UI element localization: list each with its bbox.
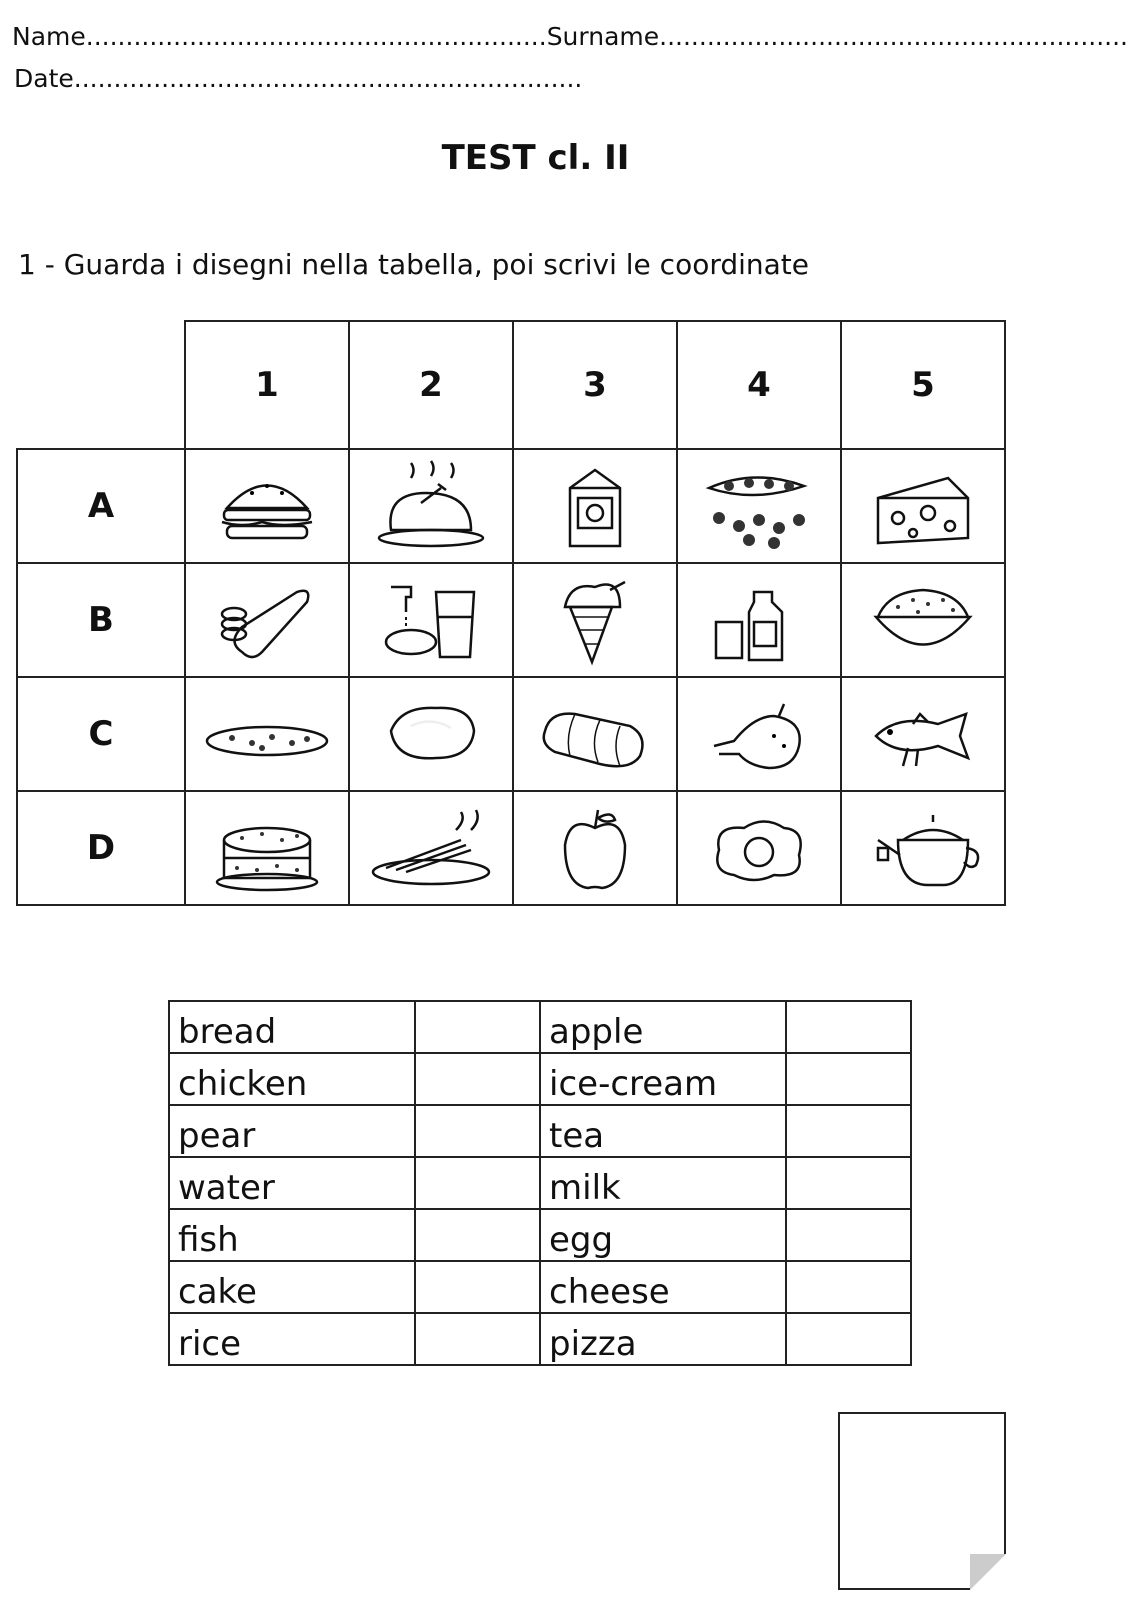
answer-cell-left[interactable]	[415, 1053, 540, 1105]
grid-cell-A5	[840, 448, 1006, 564]
grid-cell-C5	[840, 676, 1006, 792]
grid-cell-D5	[840, 790, 1006, 906]
grid-cell-A4	[676, 448, 842, 564]
row-header-A: A	[16, 448, 186, 564]
column-header-4: 4	[676, 320, 842, 450]
surname-blank[interactable]: ...........................................................	[659, 22, 1128, 51]
peas-icon	[694, 458, 824, 554]
word-row	[169, 1157, 911, 1209]
answer-cell-right[interactable]	[786, 1157, 912, 1209]
word-row	[169, 1053, 911, 1105]
row-header-D: D	[16, 790, 186, 906]
word-row	[169, 1105, 911, 1157]
juice-bottle-icon	[694, 572, 824, 668]
page-title: TEST cl. II	[441, 138, 630, 178]
word-left: water	[169, 1157, 415, 1209]
answer-cell-right[interactable]	[786, 1313, 912, 1365]
word-left: rice	[169, 1313, 415, 1365]
fish-icon	[858, 686, 988, 782]
column-header-2: 2	[348, 320, 514, 450]
date-blank[interactable]: ................................................................	[73, 64, 583, 93]
teapot-icon	[858, 800, 988, 896]
grid-cell-D2	[348, 790, 514, 906]
word-left: cake	[169, 1261, 415, 1313]
roast-chicken-icon	[366, 458, 496, 554]
column-header-5: 5	[840, 320, 1006, 450]
rice-bowl-icon	[858, 572, 988, 668]
grid-cell-B5	[840, 562, 1006, 678]
bread-icon	[530, 686, 660, 782]
steak-icon	[366, 686, 496, 782]
answer-cell-left[interactable]	[415, 1157, 540, 1209]
name-field	[12, 22, 1128, 51]
name-blank[interactable]: ..........................................................	[85, 22, 547, 51]
pear-icon	[694, 686, 824, 782]
word-right: pizza	[540, 1313, 785, 1365]
word-right: egg	[540, 1209, 785, 1261]
row-header-B: B	[16, 562, 186, 678]
pasta-plate-icon	[366, 800, 496, 896]
water-glass-icon	[366, 572, 496, 668]
word-row	[169, 1209, 911, 1261]
apple-icon	[530, 800, 660, 896]
grid-cell-B4	[676, 562, 842, 678]
answer-cell-right[interactable]	[786, 1209, 912, 1261]
grid-cell-C1	[184, 676, 350, 792]
answer-cell-left[interactable]	[415, 1001, 540, 1053]
page-fold	[970, 1554, 1006, 1590]
grid-cell-B1	[184, 562, 350, 678]
coordinate-grid	[16, 320, 1040, 932]
word-row	[169, 1313, 911, 1365]
grid-cell-D3	[512, 790, 678, 906]
answer-cell-left[interactable]	[415, 1313, 540, 1365]
grid-cell-D1	[184, 790, 350, 906]
word-right: ice-cream	[540, 1053, 785, 1105]
surname-label: Surname	[546, 22, 660, 51]
grid-cell-C2	[348, 676, 514, 792]
answer-cell-right[interactable]	[786, 1001, 912, 1053]
grid-cell-B3	[512, 562, 678, 678]
grid-cell-A3	[512, 448, 678, 564]
exercise-instruction: 1 - Guarda i disegni nella tabella, poi scrivi le coordinate	[18, 248, 810, 281]
date-label: Date	[14, 64, 74, 93]
cheese-icon	[858, 458, 988, 554]
grid-cell-A1	[184, 448, 350, 564]
word-left: fish	[169, 1209, 415, 1261]
grid-cell-C3	[512, 676, 678, 792]
word-right: cheese	[540, 1261, 785, 1313]
word-row	[169, 1261, 911, 1313]
word-right: tea	[540, 1105, 785, 1157]
answer-cell-left[interactable]	[415, 1105, 540, 1157]
cake-icon	[202, 800, 332, 896]
name-label: Name	[12, 22, 86, 51]
ice-cream-icon	[530, 572, 660, 668]
score-box	[838, 1412, 1006, 1590]
word-table	[168, 1000, 912, 1366]
answer-cell-left[interactable]	[415, 1261, 540, 1313]
column-header-3: 3	[512, 320, 678, 450]
word-left: bread	[169, 1001, 415, 1053]
word-row	[169, 1001, 911, 1053]
grid-cell-B2	[348, 562, 514, 678]
answer-cell-right[interactable]	[786, 1261, 912, 1313]
word-left: pear	[169, 1105, 415, 1157]
grid-cell-C4	[676, 676, 842, 792]
word-right: milk	[540, 1157, 785, 1209]
salami-icon	[202, 572, 332, 668]
grid-cell-A2	[348, 448, 514, 564]
milk-carton-icon	[530, 458, 660, 554]
column-header-1: 1	[184, 320, 350, 450]
pizza-icon	[202, 686, 332, 782]
word-left: chicken	[169, 1053, 415, 1105]
answer-cell-left[interactable]	[415, 1209, 540, 1261]
answer-cell-right[interactable]	[786, 1105, 912, 1157]
answer-cell-right[interactable]	[786, 1053, 912, 1105]
egg-icon	[694, 800, 824, 896]
hamburger-icon	[202, 458, 332, 554]
row-header-C: C	[16, 676, 186, 792]
grid-cell-D4	[676, 790, 842, 906]
word-right: apple	[540, 1001, 785, 1053]
date-field	[14, 64, 582, 93]
